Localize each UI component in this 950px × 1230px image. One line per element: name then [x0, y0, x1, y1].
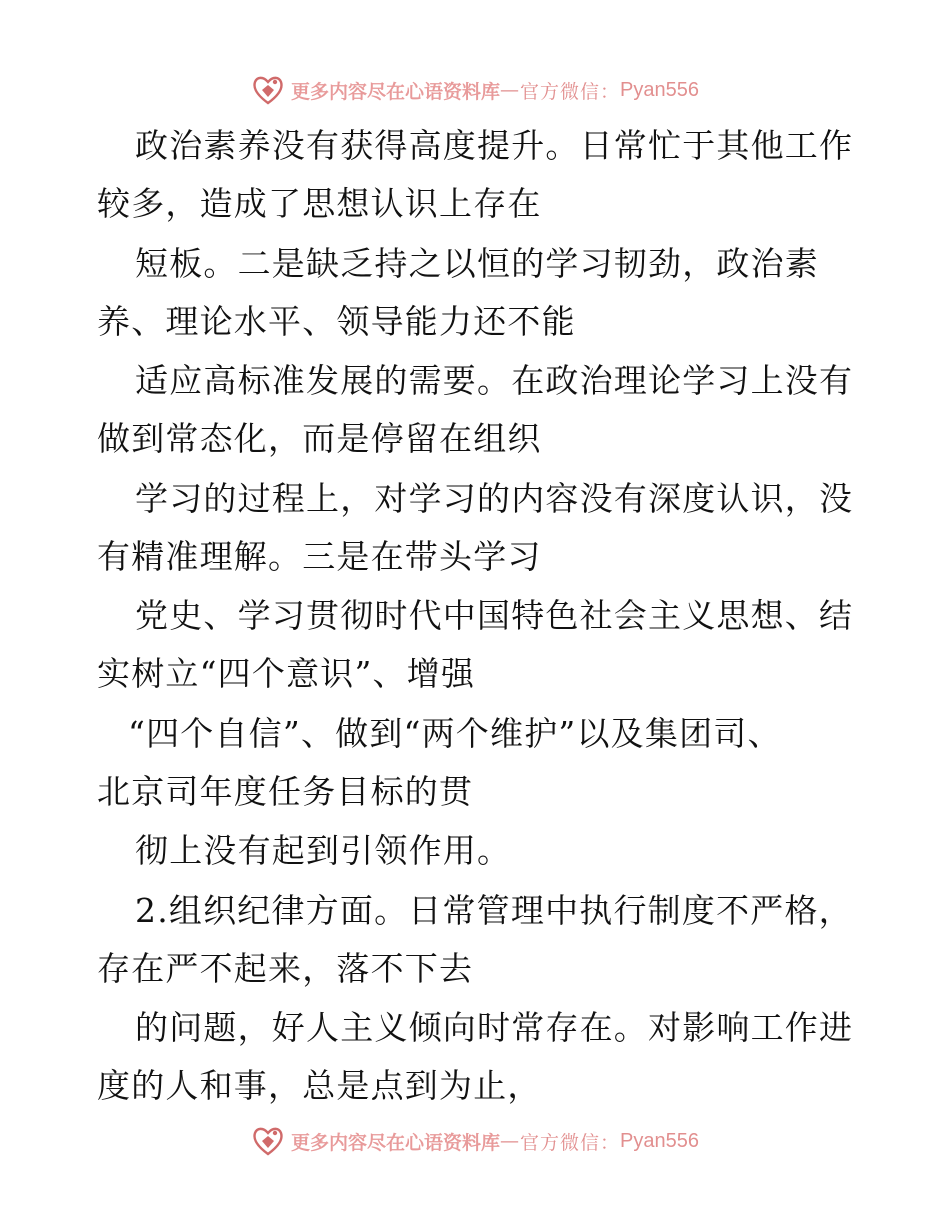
body-line: 的问题，好人主义倾向时常存在。对影响工作进 [135, 1008, 854, 1047]
body-line: 北京司年度任务目标的贯 [97, 772, 474, 811]
watermark-wechat-id: Pyan556 [620, 78, 699, 101]
footer-watermark [0, 1121, 950, 1161]
body-line: 养、理论水平、领导能力还不能 [97, 302, 576, 341]
body-line: 短板。二是缺乏持之以恒的学习韧劲，政治素 [135, 244, 819, 283]
body-line: 存在严不起来，落不下去 [97, 949, 474, 988]
body-line: 较多，造成了思想认识上存在 [97, 184, 542, 223]
body-line: 度的人和事，总是点到为止， [97, 1066, 542, 1105]
body-line: 适应高标准发展的需要。在政治理论学习上没有 [135, 361, 854, 400]
body-line: 做到常态化，而是停留在组织 [97, 419, 542, 458]
body-line: “四个自信”、做到“两个维护”以及集团司、 [128, 714, 782, 753]
body-line: 实树立“四个意识”、增强 [97, 654, 476, 693]
body-line: 彻上没有起到引领作用。 [135, 831, 512, 870]
watermark-wechat-id: Pyan556 [620, 1129, 699, 1152]
heart-logo-icon [251, 1124, 285, 1158]
body-line: 政治素养没有获得高度提升。日常忙于其他工作 [135, 126, 854, 165]
watermark-label: 官方微信： [520, 1131, 621, 1154]
heart-logo-icon [251, 73, 285, 107]
body-line: 党史、学习贯彻时代中国特色社会主义思想、结 [135, 596, 854, 635]
body-line: 有精准理解。三是在带头学习 [97, 537, 542, 576]
body-line: 2.组织纪律方面。日常管理中执行制度不严格， [135, 891, 853, 930]
watermark-separator: — [500, 1130, 521, 1152]
header-watermark [0, 70, 950, 110]
watermark-label: 官方微信： [520, 80, 621, 103]
body-line: 学习的过程上，对学习的内容没有深度认识，没 [135, 479, 854, 518]
watermark-site-text: 更多内容尽在心语资料库 [291, 1131, 501, 1154]
watermark-site-text: 更多内容尽在心语资料库 [291, 80, 501, 103]
watermark-separator: — [500, 79, 521, 101]
